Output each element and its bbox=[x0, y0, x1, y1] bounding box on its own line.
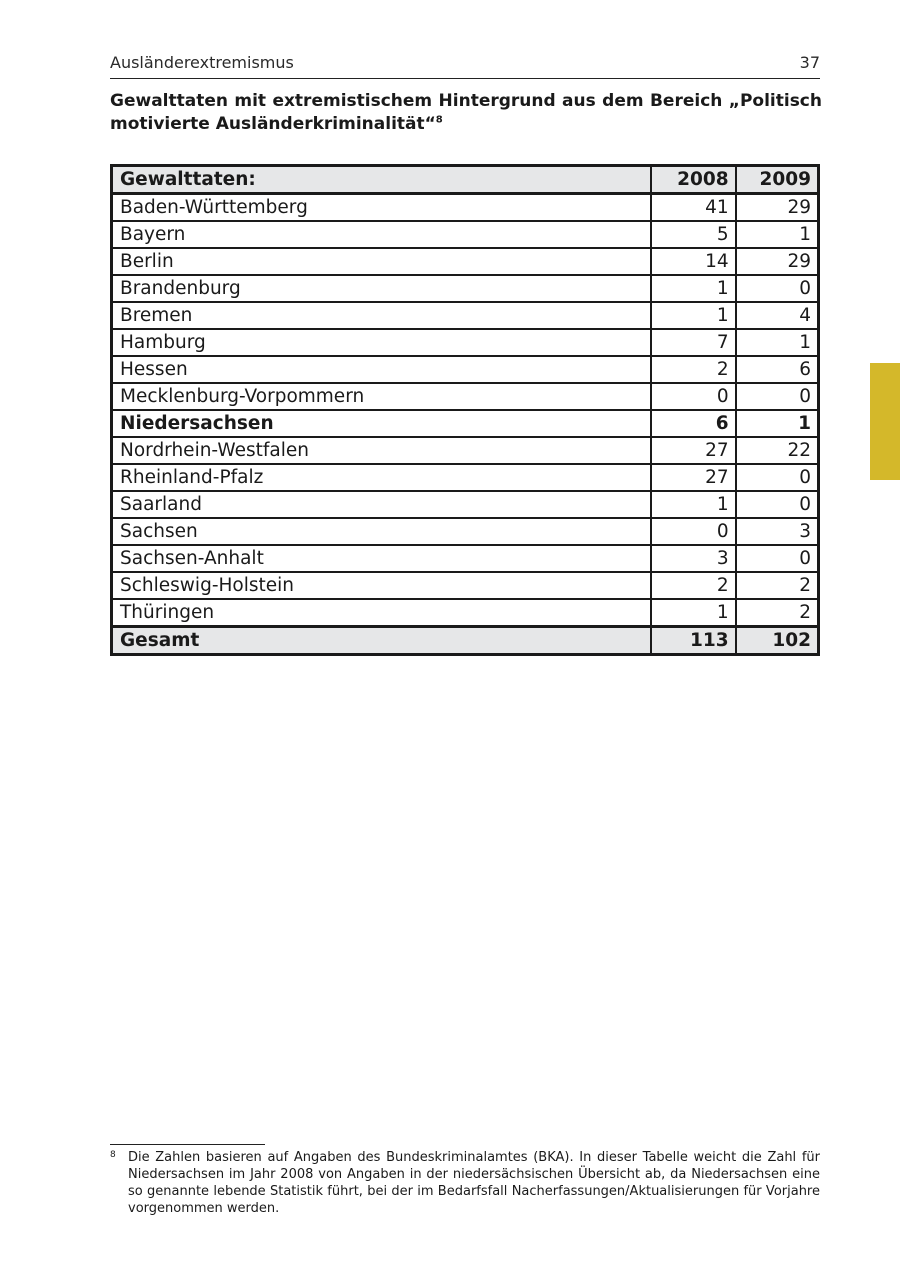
table-row bbox=[112, 356, 819, 383]
value-2008: 2 bbox=[651, 572, 736, 599]
state-name: Sachsen-Anhalt bbox=[112, 545, 651, 572]
table-row bbox=[112, 545, 819, 572]
value-2009: 0 bbox=[736, 464, 819, 491]
footnote bbox=[110, 1149, 820, 1217]
value-2009: 29 bbox=[736, 194, 819, 222]
value-2009: 0 bbox=[736, 275, 819, 302]
value-2008: 5 bbox=[651, 221, 736, 248]
table-row bbox=[112, 491, 819, 518]
value-2008: 1 bbox=[651, 599, 736, 627]
value-2008: 2 bbox=[651, 356, 736, 383]
state-name: Hamburg bbox=[112, 329, 651, 356]
table-total-row bbox=[112, 627, 819, 655]
value-2008: 1 bbox=[651, 302, 736, 329]
section-title: Ausländerextremismus bbox=[110, 53, 294, 72]
table-row bbox=[112, 383, 819, 410]
table-heading-text: Gewalttaten mit extremistischem Hintergrund aus dem Bereich „Politisch motivierte Ausländerkriminalität“ bbox=[110, 91, 822, 134]
state-name: Berlin bbox=[112, 248, 651, 275]
page-number: 37 bbox=[799, 53, 820, 72]
state-name: Baden-Württemberg bbox=[112, 194, 651, 222]
value-2009: 1 bbox=[736, 329, 819, 356]
table-row bbox=[112, 275, 819, 302]
total-2008: 113 bbox=[651, 627, 736, 655]
value-2009: 2 bbox=[736, 599, 819, 627]
state-name: Hessen bbox=[112, 356, 651, 383]
column-header-category: Gewalttaten: bbox=[112, 166, 651, 194]
value-2009: 6 bbox=[736, 356, 819, 383]
table-row bbox=[112, 302, 819, 329]
table-header-row bbox=[112, 166, 819, 194]
value-2008: 1 bbox=[651, 491, 736, 518]
table-row bbox=[112, 221, 819, 248]
value-2008: 0 bbox=[651, 383, 736, 410]
table-row bbox=[112, 518, 819, 545]
table-row bbox=[112, 572, 819, 599]
value-2008: 3 bbox=[651, 545, 736, 572]
value-2008: 1 bbox=[651, 275, 736, 302]
state-name: Brandenburg bbox=[112, 275, 651, 302]
state-name: Thüringen bbox=[112, 599, 651, 627]
value-2009: 4 bbox=[736, 302, 819, 329]
total-2009: 102 bbox=[736, 627, 819, 655]
table-row bbox=[112, 464, 819, 491]
state-name: Saarland bbox=[112, 491, 651, 518]
chapter-side-tab bbox=[870, 363, 900, 480]
footnote-text: Die Zahlen basieren auf Angaben des Bundeskriminalamtes (BKA). In dieser Tabelle weicht die Zahl für Niedersachsen im Jahr 2008 von Angaben in der niedersächsischen Übersicht ab, da Niedersachsen eine so genannte lebende Statistik führt, bei der im Bedarfsfall Nacherfassungen/Aktualisierungen für Vorjahre vorgenommen werden. bbox=[128, 1150, 820, 1216]
value-2008: 7 bbox=[651, 329, 736, 356]
value-2009: 22 bbox=[736, 437, 819, 464]
value-2008: 41 bbox=[651, 194, 736, 222]
table-row bbox=[112, 599, 819, 627]
state-name: Bayern bbox=[112, 221, 651, 248]
running-head bbox=[110, 52, 820, 79]
value-2009: 1 bbox=[736, 221, 819, 248]
table-heading bbox=[110, 90, 822, 136]
value-2008: 6 bbox=[651, 410, 736, 437]
value-2009: 3 bbox=[736, 518, 819, 545]
state-name: Mecklenburg-Vorpommern bbox=[112, 383, 651, 410]
column-header-2008: 2008 bbox=[651, 166, 736, 194]
table-row bbox=[112, 248, 819, 275]
value-2009: 0 bbox=[736, 545, 819, 572]
table-row bbox=[112, 437, 819, 464]
state-name: Sachsen bbox=[112, 518, 651, 545]
value-2009: 2 bbox=[736, 572, 819, 599]
value-2009: 0 bbox=[736, 491, 819, 518]
table-row bbox=[112, 329, 819, 356]
violence-statistics-table bbox=[110, 164, 820, 656]
state-name: Bremen bbox=[112, 302, 651, 329]
state-name: Niedersachsen bbox=[112, 410, 651, 437]
value-2009: 1 bbox=[736, 410, 819, 437]
table-row-highlighted bbox=[112, 410, 819, 437]
footnote-reference: 8 bbox=[435, 114, 443, 126]
value-2009: 0 bbox=[736, 383, 819, 410]
column-header-2009: 2009 bbox=[736, 166, 819, 194]
table-row bbox=[112, 194, 819, 222]
state-name: Rheinland-Pfalz bbox=[112, 464, 651, 491]
value-2008: 27 bbox=[651, 464, 736, 491]
value-2008: 14 bbox=[651, 248, 736, 275]
state-name: Schleswig-Holstein bbox=[112, 572, 651, 599]
value-2009: 29 bbox=[736, 248, 819, 275]
footnote-divider bbox=[110, 1144, 265, 1145]
footnote-mark: 8 bbox=[110, 1150, 116, 1160]
value-2008: 27 bbox=[651, 437, 736, 464]
value-2008: 0 bbox=[651, 518, 736, 545]
state-name: Nordrhein-Westfalen bbox=[112, 437, 651, 464]
total-label: Gesamt bbox=[112, 627, 651, 655]
